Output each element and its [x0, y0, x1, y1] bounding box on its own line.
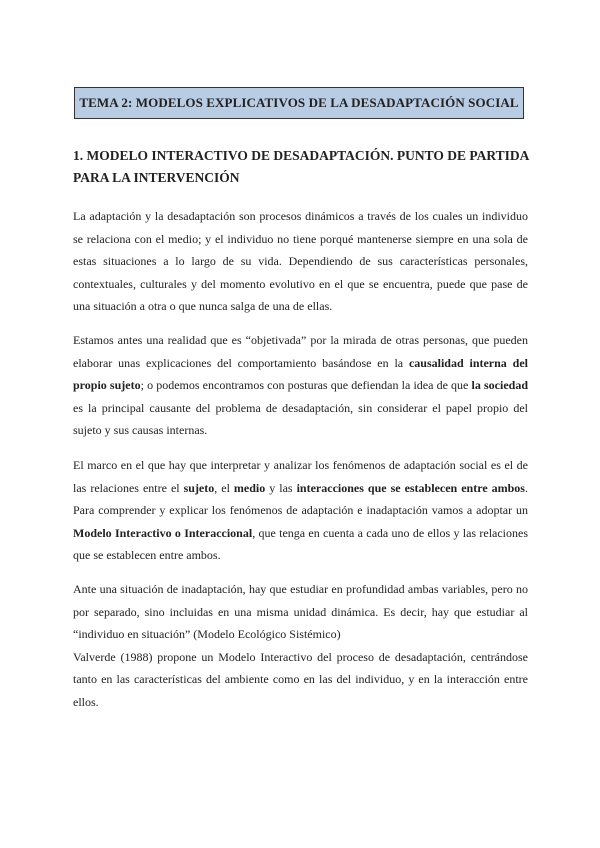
paragraph-text: El marco en el que hay que interpretar y analizar los fenómenos de adaptación social es el de las relaciones entre el	[73, 458, 528, 495]
emphasis-text: Modelo Interactivo o Interaccional	[73, 525, 253, 540]
emphasis-text: medio	[233, 480, 266, 495]
paragraph-text: ; o podemos encontramos con posturas que defiendan la idea de que	[140, 378, 472, 392]
paragraph-text: La adaptación y la desadaptación son procesos dinámicos a través de los cuales un individuo se relaciona con el medio; y el individuo no tiene porqué mantenerse siempre en una sola de estas situaciones a lo largo de su vida. Dependiendo de sus características personales, contextuales, culturales y del momento evolutivo en el que se encuentra, puede que pase de una situación a otra o que nunca salga de una de ellas.	[73, 209, 528, 313]
paragraph-text: es la principal causante del problema de desadaptación, sin considerar el papel propio del sujeto y sus causas internas.	[73, 400, 528, 437]
emphasis-text: sujeto	[183, 480, 215, 495]
document-title: TEMA 2: MODELOS EXPLICATIVOS DE LA DESADAPTACIÓN SOCIAL	[79, 95, 519, 110]
paragraph-text: y las	[265, 480, 297, 495]
section-heading: 1. MODELO INTERACTIVO DE DESADAPTACIÓN. PUNTO DE PARTIDA PARA LA INTERVENCIÓN	[73, 148, 529, 185]
paragraph-2	[73, 329, 528, 442]
paragraph-1	[73, 205, 528, 318]
document-title-box	[74, 87, 524, 119]
paragraph-text: , el	[214, 480, 234, 495]
paragraph-4	[73, 578, 528, 713]
emphasis-text: causalidad interna del propio sujeto	[73, 355, 528, 392]
paragraph-text: . Para comprender y explicar los fenómenos de adaptación e inadaptación vamos a adoptar un	[73, 480, 528, 517]
paragraph-text: Estamos antes una realidad que es “objetivada” por la mirada de otras personas, que pueden elaborar unas explicaciones del comportamiento basándose en la	[73, 333, 528, 370]
paragraph-3	[73, 454, 528, 567]
paragraph-text: , que tenga en cuenta a cada uno de ellos y las relaciones que se establecen entre ambos.	[73, 525, 529, 562]
paragraph-text: Ante una situación de inadaptación, hay que estudiar en profundidad ambas variables, pero no por separado, sino incluidas en una misma unidad dinámica. Es decir, hay que estudiar al “individuo en situación” (Modelo Ecológico Sistémico)	[73, 582, 528, 641]
paragraph-text: Valverde (1988) propone un Modelo Interactivo del proceso de desadaptación, centrándose tanto en las características del ambiente como en las del individuo, y en la interacción entre ellos.	[73, 649, 528, 709]
emphasis-text: la sociedad	[471, 378, 528, 392]
emphasis-text: interacciones que se establecen entre ambos	[296, 480, 525, 495]
